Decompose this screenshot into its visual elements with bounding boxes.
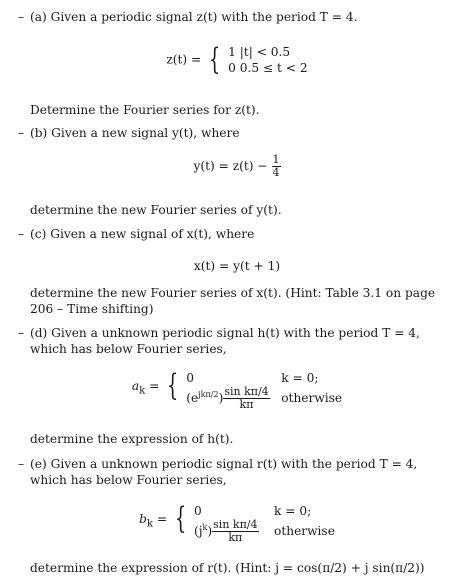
part-e-eq-lhs: $b_k$ = [139,511,168,529]
part-b-determine: determine the new Fourier series of y(t). [30,203,282,217]
part-e-text-1: (e) Given a unknown periodic signal r(t) with the period T = 4, [30,457,418,471]
part-b-equation: y(t) = z(t) − $\frac{1}{4}$ [193,153,280,179]
part-a-determine: Determine the Fourier series for z(t). [30,103,260,117]
part-c-text: (c) Given a new signal of x(t), where [30,227,255,241]
part-c-determine-2: 206 – Time shifting) [30,302,154,316]
part-d-equation: $a_k$ = { 0 k = 0; $(e^{jk\pi/2})$ $\frac{\text{sin kπ/4}}{k\pi}$ otherwise [131,368,343,411]
part-a-text: (a) Given a periodic signal z(t) with the period T = 4. [30,10,358,24]
part-c-equation: x(t) = y(t + 1) [193,259,281,273]
part-b-eq-lhs: y(t) = z(t) − [193,159,268,173]
part-d-determine: determine the expression of h(t). [30,432,234,446]
part-a-case-2: 0 0.5 ≤ t < 2 [228,61,308,75]
part-a-eq-lhs: z(t) = [166,52,202,67]
part-d-text-2: which has below Fourier series, [30,342,227,356]
part-d-eq-lhs: $a_k$ = [131,378,160,396]
part-a-equation: z(t) = { 1 |t| < 0.5 0 0.5 ≤ t < 2 [166,42,308,77]
part-d-text-1: (d) Given a unknown periodic signal h(t) with the period T = 4, [30,326,420,340]
part-e-text-2: which has below Fourier series, [30,473,227,487]
part-a-case-1: 1 |t| < 0.5 [228,45,291,59]
part-c-determine-1: determine the new Fourier series of x(t). (Hint: Table 3.1 on page [30,286,436,300]
part-e-determine: determine the expression of r(t). (Hint: j = cos(π/2) + j sin(π/2)) [30,561,425,575]
part-b-text: (b) Given a new signal y(t), where [30,126,240,140]
part-e-equation: $b_k$ = { 0 k = 0; $(j^k)$ $\frac{\text{sin kπ/4}}{k\pi}$ otherwise [139,501,335,544]
bullet-dash: – [18,10,25,24]
